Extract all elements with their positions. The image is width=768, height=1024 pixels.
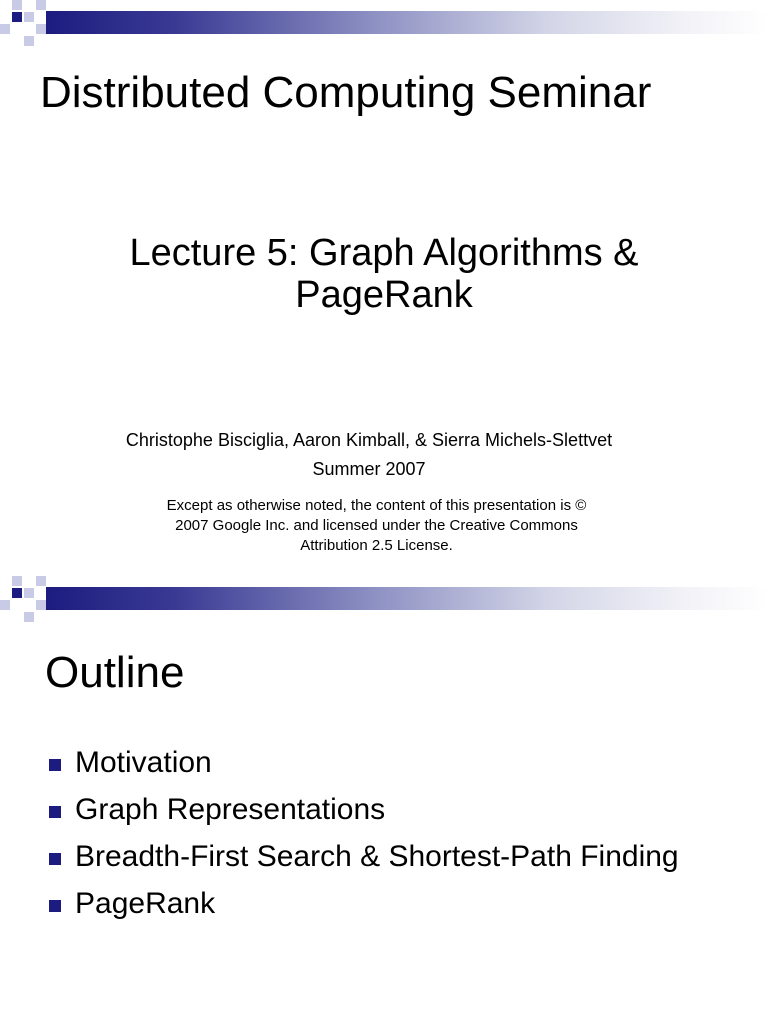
- header-decoration: [0, 0, 768, 48]
- license-line: Attribution 2.5 License.: [300, 537, 453, 554]
- header-decoration: [0, 576, 768, 624]
- deco-square: [24, 612, 34, 622]
- square-bullet-icon: [49, 806, 61, 818]
- deco-square: [12, 12, 22, 22]
- outline-title: Outline: [45, 648, 185, 697]
- deco-square: [12, 588, 22, 598]
- deco-square: [24, 588, 34, 598]
- list-item: [46, 885, 736, 922]
- deco-square: [0, 600, 10, 610]
- deco-square: [24, 12, 34, 22]
- deco-square: [0, 24, 10, 34]
- license-line: 2007 Google Inc. and licensed under the Creative Commons: [175, 517, 578, 534]
- lecture-title-line: PageRank: [295, 274, 473, 316]
- list-item-text: Motivation: [75, 746, 212, 779]
- list-item-text: Breadth-First Search & Shortest-Path Finding: [75, 840, 679, 873]
- authors: Christophe Bisciglia, Aaron Kimball, & Sierra Michels-Slettvet: [125, 430, 613, 450]
- term-date: Summer 2007: [312, 459, 426, 479]
- deco-square: [36, 600, 46, 610]
- deco-square: [36, 576, 46, 586]
- deco-square: [36, 24, 46, 34]
- deco-square: [12, 576, 22, 586]
- list-item-text: PageRank: [75, 887, 216, 920]
- list-item-text: Graph Representations: [75, 793, 386, 826]
- deco-square: [36, 0, 46, 10]
- outline-list: [46, 744, 736, 932]
- square-bullet-icon: [49, 853, 61, 865]
- square-bullet-icon: [49, 900, 61, 912]
- outline-slide: [0, 576, 768, 1024]
- header-gradient-bar: [46, 587, 768, 610]
- lecture-title-line: Lecture 5: Graph Algorithms &: [129, 232, 639, 274]
- square-bullet-icon: [49, 759, 61, 771]
- deco-square: [24, 36, 34, 46]
- header-gradient-bar: [46, 11, 768, 34]
- license-notice: [0, 496, 753, 556]
- list-item: [46, 744, 736, 781]
- license-line: Except as otherwise noted, the content of this presentation is ©: [166, 497, 587, 514]
- list-item: [46, 838, 736, 875]
- seminar-title: Distributed Computing Seminar: [40, 68, 652, 117]
- deco-square: [12, 0, 22, 10]
- list-item: [46, 791, 736, 828]
- lecture-title: [0, 232, 768, 316]
